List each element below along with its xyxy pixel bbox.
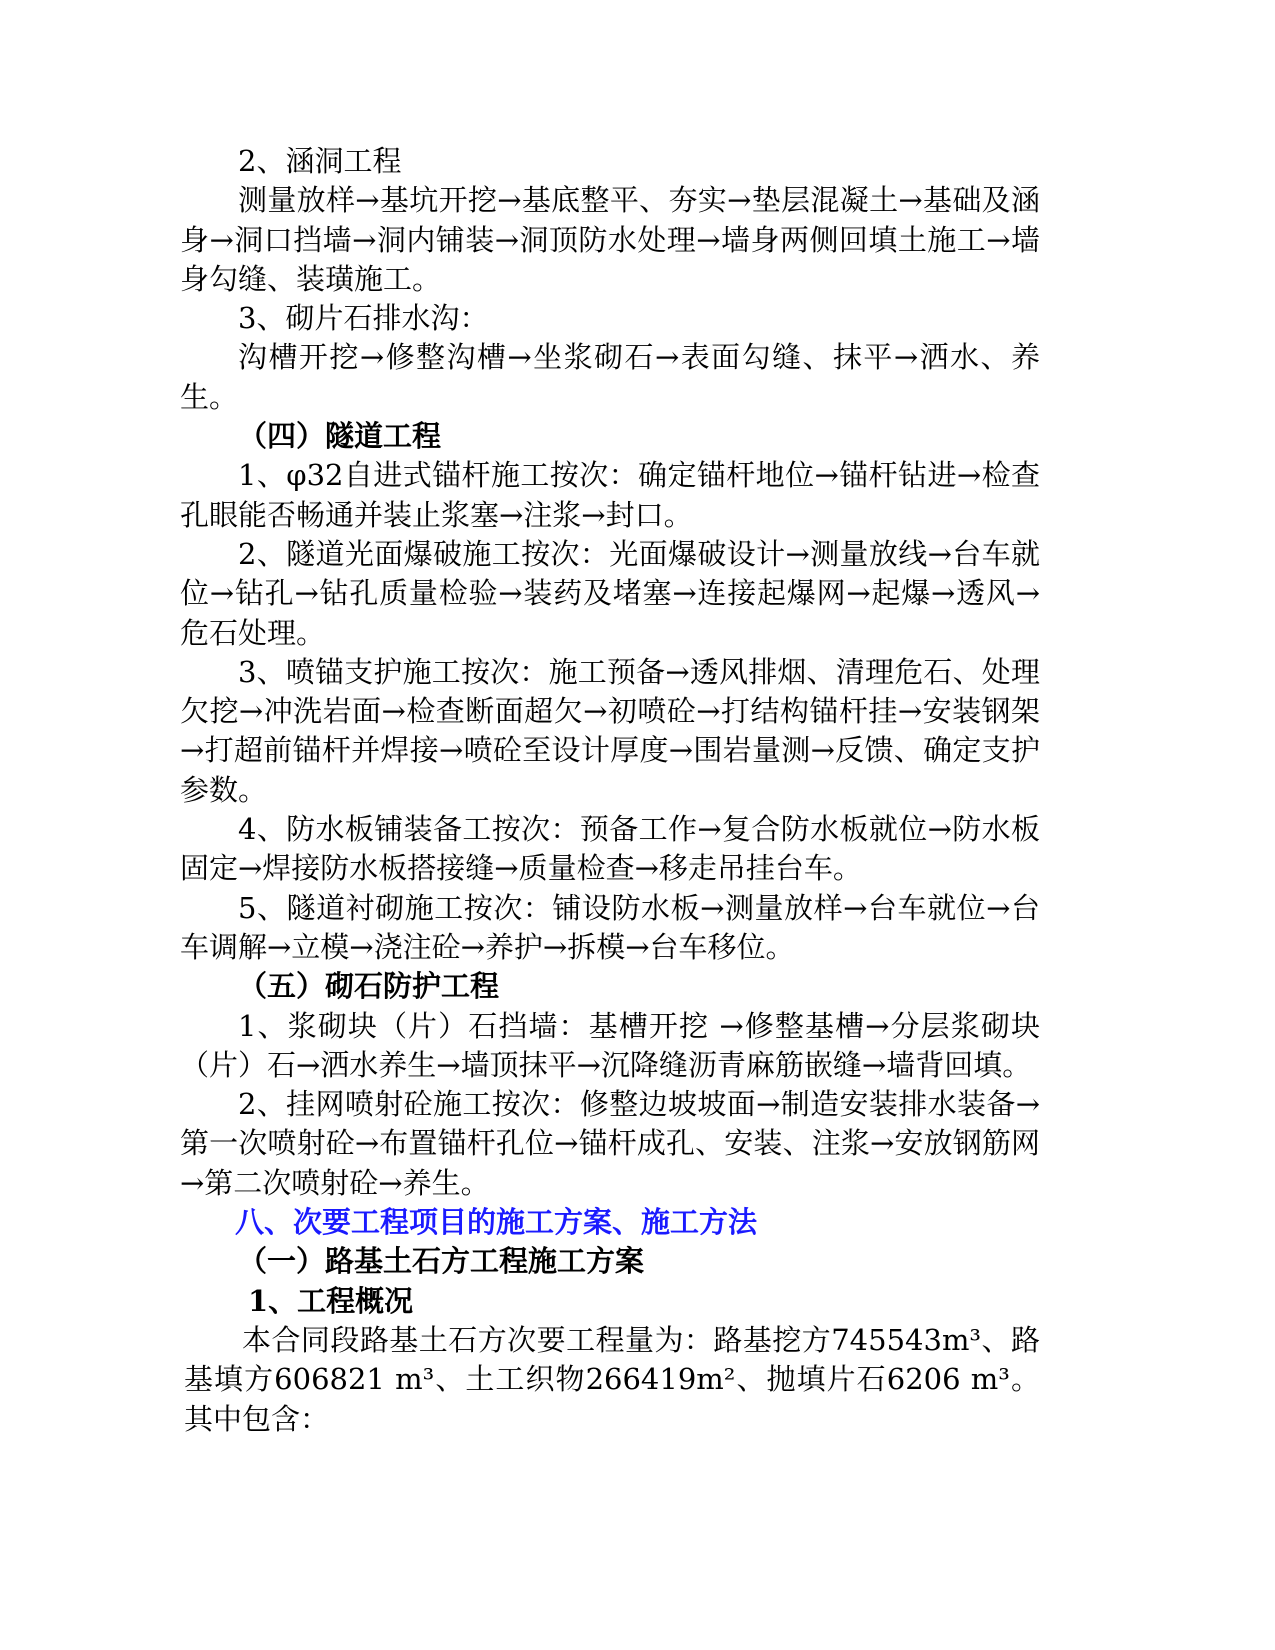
paragraph-shotcrete: 3、喷锚支护施工按次：施工预备→透风排烟、清理危石、处理欠挖→冲洗岩面→检查断面超欠→初喷砼→打结构锚杆挂→安装钢架→打超前锚杆并焊接→喷砼至设计厚度→围岩量测→反馈、确定支护参数。 — [180, 654, 1040, 807]
heading-chapter-8: 八、次要工程项目的施工方案、施工方法 — [235, 1205, 758, 1240]
section-title-culvert: 2、涵洞工程 — [238, 144, 402, 178]
paragraph-waterproof: 4、防水板铺装备工按次：预备工作→复合防水板就位→防水板固定→焊接防水板搭接缝→质量检查→移走吊挂台车。 — [180, 812, 1040, 886]
section-title-drain: 3、砌片石排水沟： — [238, 301, 489, 336]
paragraph-mesh-shotcrete: 2、挂网喷射砼施工按次：修整边坡坡面→制造安装排水装备→第一次喷射砼→布置锚杆孔位→锚杆成孔、安装、注浆→安放钢筋网→第二次喷射砼→养生。 — [180, 1087, 1040, 1200]
heading-masonry: （五）砌石防护工程 — [238, 969, 500, 1004]
paragraph-quantities: 本合同段路基土石方次要工程量为：路基挖方745543m³、路基填方606821 m³、土工织物266419m²、抛填片石6206 m³。其中包含： — [184, 1322, 1040, 1436]
heading-project-overview: 1、工程概况 — [248, 1283, 414, 1318]
paragraph-retaining-wall: 1、浆砌块（片）石挡墙：基槽开挖 →修整基槽→分层浆砌块（片）石→洒水养生→墙顶抹平→沉降缝沥青麻筋嵌缝→墙背回填。 — [180, 1008, 1040, 1082]
paragraph-drain-process: 沟槽开挖→修整沟槽→坐浆砌石→表面勾缝、抹平→洒水、养生。 — [180, 340, 1040, 414]
document-page — [180, 142, 1040, 1439]
paragraph-anchor: 1、φ32自进式锚杆施工按次：确定锚杆地位→锚杆钻进→检查孔眼能否畅通并装止浆塞→注浆→封口。 — [180, 458, 1040, 532]
paragraph-blasting: 2、隧道光面爆破施工按次：光面爆破设计→测量放线→台车就位→钻孔→钻孔质量检验→装药及堵塞→连接起爆网→起爆→透风→危石处理。 — [180, 536, 1040, 650]
paragraph-lining: 5、隧道衬砌施工按次：铺设防水板→测量放样→台车就位→台车调解→立模→浇注砼→养护→拆模→台车移位。 — [180, 890, 1040, 964]
heading-subgrade-plan: （一）路基土石方工程施工方案 — [238, 1244, 645, 1279]
paragraph-culvert-process: 测量放样→基坑开挖→基底整平、夯实→垫层混凝土→基础及涵身→洞口挡墙→洞内铺装→洞顶防水处理→墙身两侧回填土施工→墙身勾缝、装璜施工。 — [180, 183, 1040, 296]
heading-tunnel: （四）隧道工程 — [238, 419, 442, 454]
